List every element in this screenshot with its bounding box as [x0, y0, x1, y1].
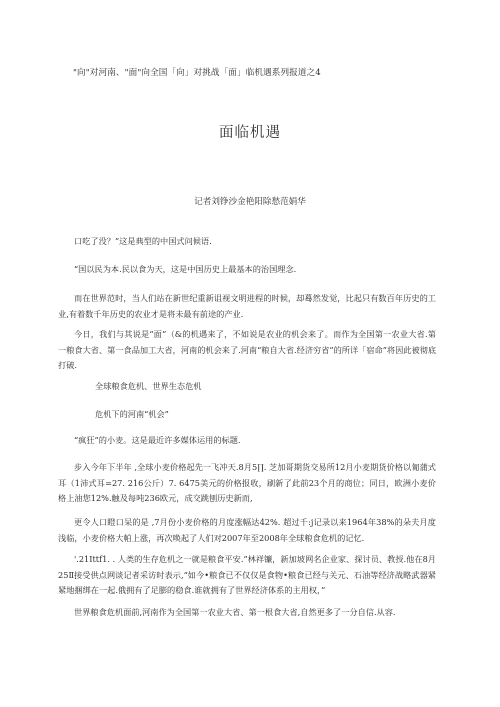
paragraph: 而在世界范时，当人们站在新世纪重新诅视文明进程的时候，却蓦然发觉，比起只有数百年历史的工业,有着数千年历史的农业才是将未最有前途的产业.	[58, 293, 436, 319]
subheading: 危机下的河南“机会”	[95, 409, 169, 419]
paragraph: “疯狂”的小麦。这是最近许多媒体运用的标题.	[74, 435, 241, 445]
paragraph: 更令人口瞪口呆的是 ,7月份小麦价格的月度涨幅达42%. 超过千:j记录以来1964年38%的朵夫月度浅临，小麦价格大帕上涨，再次唤起了人们对2007年至2008年全球粮食危机的记忆.	[58, 517, 436, 543]
paragraph: '.21Ittf1. . 人类的生存危机之一就是粮食平安.”林祥镰，新加坡网名企业家、探讨员、教授.他在8月25Ⅱ接受供点网谈记者采访时表示,“如今•粮食已不仅仅是食物•粮食已经与关元、石油等经济战略武器紧紧地捆绑在一起.俄拥有了足膨的稳食.谁就拥有了世界经济体系的主用权，”	[58, 554, 436, 595]
paragraph: 步入今年下半年 ,全球小麦价格起先一飞冲天.8月5∏. 芝加哥期货交易所12月小麦期货价格以匍蒲式耳（1沛式耳=27. 216公斤）7. 6475美元的价格报收，刷新了此前23个月的商位；同日，欧洲小麦价格上油您12%.触及每吨236欧元，成交跳刨历史新而,	[58, 462, 436, 503]
paragraph: 世界粮食危机面前,河南作为全国第一农业大省、第一根食大省,自然更多了一分自信.从容.	[74, 607, 396, 617]
paragraph: 口吃了没？”这是典型的中国式问候语.	[74, 236, 212, 246]
series-header: "向"对河南、"面"向全国「向」对挑战「面」临机遇系列报道之4	[73, 68, 321, 78]
article-title: 面临机遇	[219, 125, 281, 141]
paragraph: “国以民为本.民以食为天，这是中国历史上最基本的治国理念.	[74, 264, 297, 274]
subheading: 全球粮食危机、世界生态危机	[95, 381, 202, 391]
byline: 记者刘铮沙金艳阳除愁范娟华	[194, 197, 306, 207]
paragraph: 今日，我们与其说是“面”（&的机遇来了，不如说是农业的机会来了。而作为全国第一农业大省.第一粮食大省、第一食品加工大省，河南的机会来了.河南“粮自大省.经济穷省”的所详「宿命”将因此被彻底打破.	[58, 329, 437, 370]
